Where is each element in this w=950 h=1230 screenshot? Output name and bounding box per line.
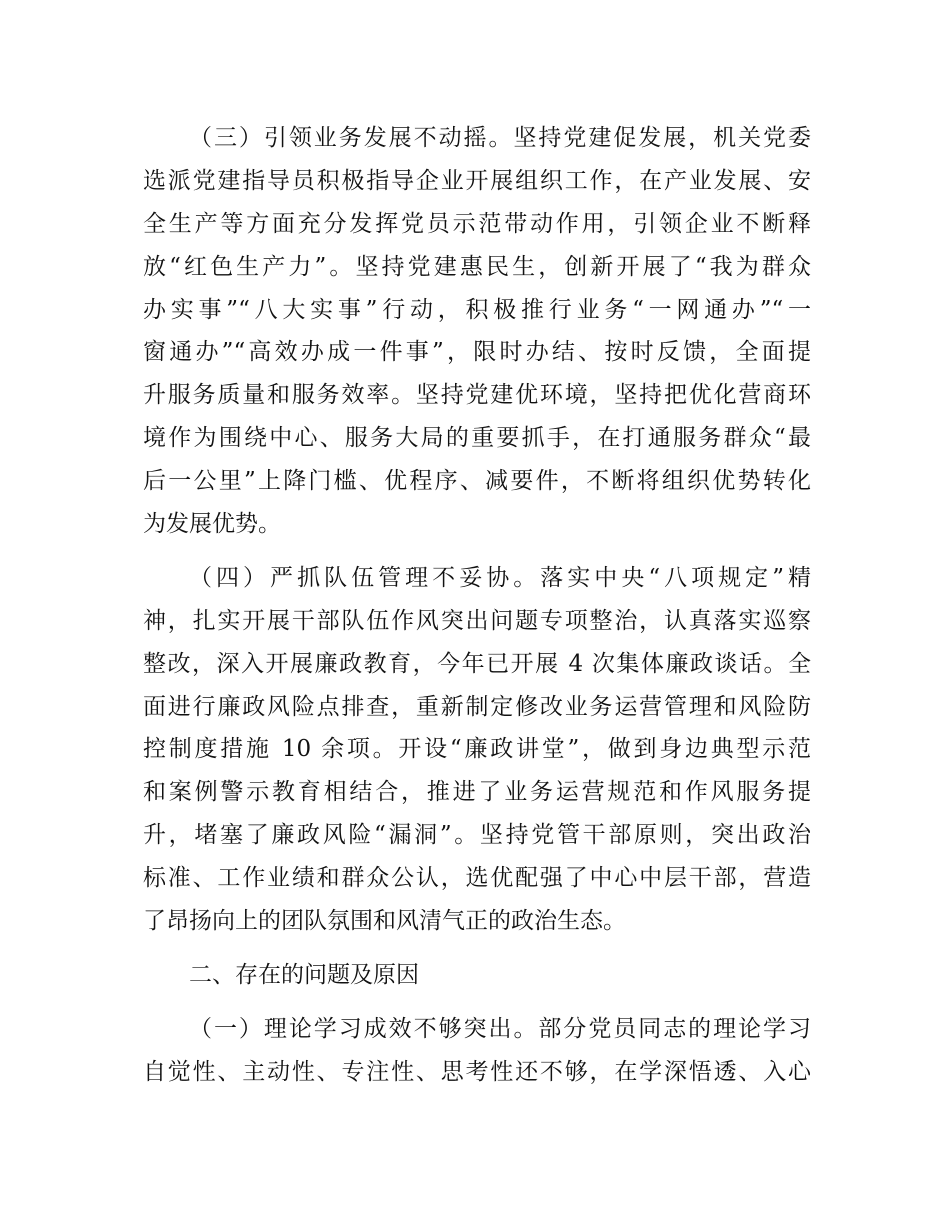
section-heading-problems: [143, 954, 811, 997]
text-line: 自觉性、主动性、专注性、思考性还不够，在学深悟透、入心: [143, 1058, 811, 1085]
text-line: 选派党建指导员积极指导企业开展组织工作，在产业发展、安: [143, 167, 811, 194]
text-line: 后一公里”上降门槛、优程序、减要件，不断将组织优势转化: [143, 468, 811, 495]
paragraph-theory-study: [143, 1008, 811, 1094]
text-line: 境作为围绕中心、服务大局的重要抓手，在打通服务群众“最: [143, 425, 811, 452]
text-line: 放“红色生产力”。坚持党建惠民生，创新开展了“我为群众: [143, 253, 811, 280]
section-heading: 二、存在的问题及原因: [189, 961, 419, 988]
document-body: [143, 117, 811, 1094]
text-line: 窗通办”“高效办成一件事”，限时办结、按时反馈，全面提: [143, 339, 811, 366]
paragraph-team-management: [143, 557, 811, 943]
text-line: （一）理论学习成效不够突出。部分党员同志的理论学习: [189, 1015, 811, 1042]
paragraph-party-building-business: [143, 117, 811, 546]
text-line: （三）引领业务发展不动摇。坚持党建促发展，机关党委: [189, 125, 811, 151]
text-line: 面进行廉政风险点排查，重新制定修改业务运营管理和风险防: [143, 693, 811, 720]
text-line: 标准、工作业绩和群众公认，选优配强了中心中层干部，营造: [143, 865, 811, 892]
text-line: 升，堵塞了廉政风险“漏洞”。坚持党管干部原则，突出政治: [143, 822, 811, 849]
text-line: 神，扎实开展干部队伍作风突出问题专项整治，认真落实巡察: [143, 607, 811, 634]
text-line: （四）严抓队伍管理不妥协。落实中央“八项规定”精: [189, 564, 811, 591]
text-line: 控制度措施 10 余项。开设“廉政讲堂”，做到身边典型示范: [143, 736, 811, 763]
text-line: 办实事”“八大实事”行动，积极推行业务“一网通办”“一: [143, 296, 811, 323]
text-line: 全生产等方面充分发挥党员示范带动作用，引领企业不断释: [143, 210, 811, 237]
text-line: 升服务质量和服务效率。坚持党建优环境，坚持把优化营商环: [143, 382, 811, 409]
text-line: 了昂扬向上的团队氛围和风清气正的政治生态。: [143, 908, 626, 935]
text-line: 整改，深入开展廉政教育，今年已开展 4 次集体廉政谈话。全: [143, 650, 811, 677]
text-line: 为发展优势。: [143, 511, 281, 538]
text-line: 和案例警示教育相结合，推进了业务运营规范和作风服务提: [143, 779, 811, 806]
